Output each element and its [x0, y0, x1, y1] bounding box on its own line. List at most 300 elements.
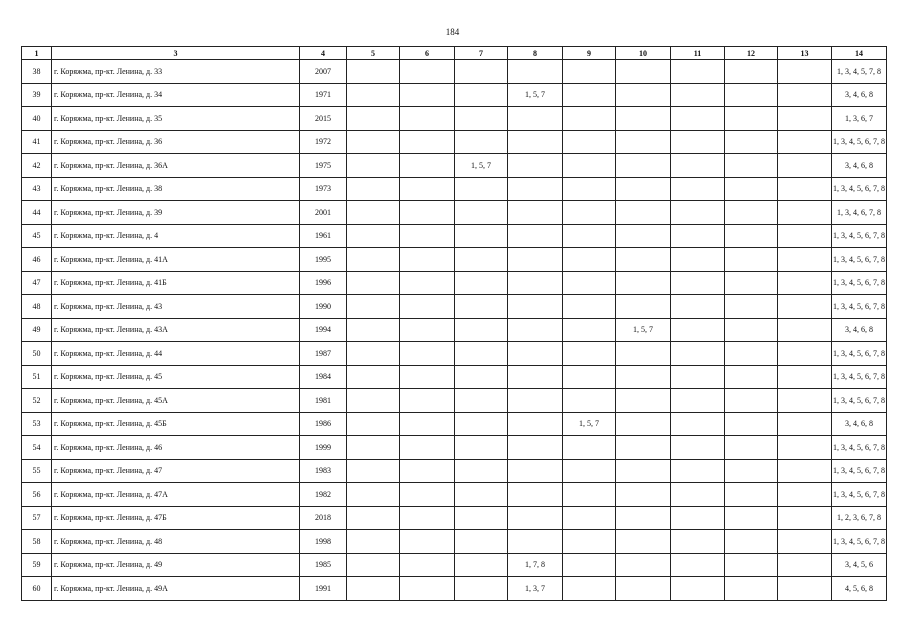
- table-cell: [347, 271, 400, 295]
- header-cell: 6: [400, 47, 455, 60]
- table-cell: [508, 60, 563, 84]
- table-cell: [563, 506, 616, 530]
- table-cell: [725, 83, 778, 107]
- table-cell: [400, 177, 455, 201]
- row-number-cell: 52: [22, 389, 52, 413]
- table-cell: [455, 177, 508, 201]
- table-cell: [563, 553, 616, 577]
- address-cell: г. Коряжма, пр-кт. Ленина, д. 47А: [52, 483, 300, 507]
- table-cell: [347, 483, 400, 507]
- table-cell: [671, 60, 725, 84]
- header-row: [22, 47, 887, 60]
- table-cell: [616, 60, 671, 84]
- table-row: [22, 154, 887, 178]
- row-number-cell: 56: [22, 483, 52, 507]
- table-cell: 1, 3, 4, 5, 6, 7, 8: [832, 530, 887, 554]
- table-cell: [563, 459, 616, 483]
- year-cell: 1985: [300, 553, 347, 577]
- year-cell: 1996: [300, 271, 347, 295]
- table-cell: 1, 3, 4, 5, 6, 7, 8: [832, 130, 887, 154]
- table-cell: [400, 483, 455, 507]
- row-number-cell: 44: [22, 201, 52, 225]
- table-cell: [508, 201, 563, 225]
- table-cell: [778, 483, 832, 507]
- table-cell: [778, 436, 832, 460]
- table-cell: [671, 365, 725, 389]
- table-cell: [347, 553, 400, 577]
- table-cell: [563, 483, 616, 507]
- table-cell: 1, 3, 4, 5, 6, 7, 8: [832, 459, 887, 483]
- table-cell: [778, 107, 832, 131]
- table-cell: 4, 5, 6, 8: [832, 577, 887, 601]
- table-cell: [508, 318, 563, 342]
- row-number-cell: 53: [22, 412, 52, 436]
- table-cell: [725, 60, 778, 84]
- table-cell: 1, 5, 7: [563, 412, 616, 436]
- table-cell: 3, 4, 5, 6: [832, 553, 887, 577]
- year-cell: 1972: [300, 130, 347, 154]
- table-cell: [725, 318, 778, 342]
- table-cell: [347, 389, 400, 413]
- table-cell: [778, 389, 832, 413]
- table-cell: [725, 577, 778, 601]
- table-cell: [347, 177, 400, 201]
- table-cell: [400, 412, 455, 436]
- table-row: [22, 506, 887, 530]
- header-cell: 1: [22, 47, 52, 60]
- table-row: [22, 459, 887, 483]
- table-cell: [347, 342, 400, 366]
- table-cell: [508, 107, 563, 131]
- table-cell: [671, 436, 725, 460]
- year-cell: 1975: [300, 154, 347, 178]
- table-cell: [400, 436, 455, 460]
- table-cell: [400, 318, 455, 342]
- table-cell: [400, 107, 455, 131]
- row-number-cell: 49: [22, 318, 52, 342]
- row-number-cell: 45: [22, 224, 52, 248]
- table-cell: [455, 107, 508, 131]
- table-cell: [455, 342, 508, 366]
- table-cell: 1, 3, 4, 5, 6, 7, 8: [832, 224, 887, 248]
- table-cell: [455, 318, 508, 342]
- table-cell: [778, 459, 832, 483]
- table-cell: [616, 436, 671, 460]
- table-cell: [616, 506, 671, 530]
- table-cell: [725, 553, 778, 577]
- table-row: [22, 318, 887, 342]
- table-cell: [400, 553, 455, 577]
- table-cell: [400, 295, 455, 319]
- address-cell: г. Коряжма, пр-кт. Ленина, д. 49: [52, 553, 300, 577]
- table-cell: [563, 107, 616, 131]
- table-cell: [508, 271, 563, 295]
- table-cell: 1, 3, 4, 5, 6, 7, 8: [832, 436, 887, 460]
- row-number-cell: 40: [22, 107, 52, 131]
- table-cell: [508, 130, 563, 154]
- table-cell: 3, 4, 6, 8: [832, 154, 887, 178]
- table-cell: [671, 107, 725, 131]
- year-cell: 1986: [300, 412, 347, 436]
- table-cell: 1, 3, 4, 5, 7, 8: [832, 60, 887, 84]
- address-cell: г. Коряжма, пр-кт. Ленина, д. 34: [52, 83, 300, 107]
- table-cell: [671, 177, 725, 201]
- table-cell: [347, 60, 400, 84]
- header-cell: 10: [616, 47, 671, 60]
- table-cell: [778, 248, 832, 272]
- address-cell: г. Коряжма, пр-кт. Ленина, д. 41А: [52, 248, 300, 272]
- table-cell: [508, 365, 563, 389]
- address-cell: г. Коряжма, пр-кт. Ленина, д. 47: [52, 459, 300, 483]
- table-cell: [671, 553, 725, 577]
- table-cell: [455, 201, 508, 225]
- header-cell: 12: [725, 47, 778, 60]
- table-cell: [347, 83, 400, 107]
- address-cell: г. Коряжма, пр-кт. Ленина, д. 36: [52, 130, 300, 154]
- header-cell: 9: [563, 47, 616, 60]
- table-cell: [508, 483, 563, 507]
- table-cell: [725, 130, 778, 154]
- table-cell: [347, 154, 400, 178]
- table-cell: [778, 83, 832, 107]
- year-cell: 1991: [300, 577, 347, 601]
- table-row: [22, 412, 887, 436]
- row-number-cell: 58: [22, 530, 52, 554]
- table-cell: [671, 530, 725, 554]
- table-cell: [563, 154, 616, 178]
- year-cell: 1987: [300, 342, 347, 366]
- table-cell: [616, 342, 671, 366]
- table-row: [22, 530, 887, 554]
- table-cell: [508, 248, 563, 272]
- table-cell: 1, 3, 4, 5, 6, 7, 8: [832, 295, 887, 319]
- table-cell: [725, 459, 778, 483]
- table-cell: [400, 577, 455, 601]
- year-cell: 1995: [300, 248, 347, 272]
- table-cell: [616, 271, 671, 295]
- table-row: [22, 60, 887, 84]
- address-cell: г. Коряжма, пр-кт. Ленина, д. 45Б: [52, 412, 300, 436]
- table-cell: [563, 271, 616, 295]
- table-cell: [778, 342, 832, 366]
- table-cell: [347, 365, 400, 389]
- table-cell: [616, 389, 671, 413]
- table-cell: [725, 224, 778, 248]
- row-number-cell: 60: [22, 577, 52, 601]
- table-cell: [725, 107, 778, 131]
- table-cell: [778, 553, 832, 577]
- table-cell: [347, 530, 400, 554]
- year-cell: 1981: [300, 389, 347, 413]
- table-cell: [778, 271, 832, 295]
- table-cell: 1, 3, 4, 5, 6, 7, 8: [832, 483, 887, 507]
- table-cell: 1, 3, 4, 6, 7, 8: [832, 201, 887, 225]
- table-cell: [671, 342, 725, 366]
- row-number-cell: 59: [22, 553, 52, 577]
- table-cell: [616, 530, 671, 554]
- table-cell: [671, 201, 725, 225]
- table-row: [22, 553, 887, 577]
- table-cell: [671, 483, 725, 507]
- header-cell: 7: [455, 47, 508, 60]
- year-cell: 2007: [300, 60, 347, 84]
- table-cell: [400, 530, 455, 554]
- table-cell: [616, 459, 671, 483]
- address-cell: г. Коряжма, пр-кт. Ленина, д. 47Б: [52, 506, 300, 530]
- table-cell: [616, 577, 671, 601]
- row-number-cell: 54: [22, 436, 52, 460]
- table-cell: [725, 506, 778, 530]
- table-cell: [725, 342, 778, 366]
- table-cell: [455, 248, 508, 272]
- table-cell: [563, 342, 616, 366]
- table-cell: [563, 224, 616, 248]
- table-cell: 1, 3, 4, 5, 6, 7, 8: [832, 365, 887, 389]
- address-cell: г. Коряжма, пр-кт. Ленина, д. 49А: [52, 577, 300, 601]
- year-cell: 1973: [300, 177, 347, 201]
- row-number-cell: 41: [22, 130, 52, 154]
- table-cell: [725, 365, 778, 389]
- table-cell: [455, 412, 508, 436]
- table-row: [22, 342, 887, 366]
- table-cell: [563, 177, 616, 201]
- table-row: [22, 224, 887, 248]
- table-cell: 1, 7, 8: [508, 553, 563, 577]
- table-cell: [508, 224, 563, 248]
- table-cell: [671, 295, 725, 319]
- table-cell: [455, 83, 508, 107]
- header-cell: 13: [778, 47, 832, 60]
- table-cell: [563, 201, 616, 225]
- table-cell: 3, 4, 6, 8: [832, 318, 887, 342]
- table-cell: [347, 459, 400, 483]
- table-cell: [400, 389, 455, 413]
- table-cell: [455, 224, 508, 248]
- table-cell: 1, 3, 4, 5, 6, 7, 8: [832, 177, 887, 201]
- address-cell: г. Коряжма, пр-кт. Ленина, д. 36А: [52, 154, 300, 178]
- table-cell: [616, 83, 671, 107]
- year-cell: 1998: [300, 530, 347, 554]
- address-cell: г. Коряжма, пр-кт. Ленина, д. 39: [52, 201, 300, 225]
- table-cell: 1, 3, 7: [508, 577, 563, 601]
- table-row: [22, 365, 887, 389]
- table-cell: [778, 295, 832, 319]
- table-cell: [347, 506, 400, 530]
- address-cell: г. Коряжма, пр-кт. Ленина, д. 48: [52, 530, 300, 554]
- table-cell: [400, 224, 455, 248]
- header-cell: 4: [300, 47, 347, 60]
- table-cell: [778, 530, 832, 554]
- table-row: [22, 271, 887, 295]
- address-cell: г. Коряжма, пр-кт. Ленина, д. 38: [52, 177, 300, 201]
- table-cell: [400, 154, 455, 178]
- table-cell: 1, 5, 7: [455, 154, 508, 178]
- table-cell: [455, 389, 508, 413]
- table-cell: [455, 130, 508, 154]
- table-cell: [778, 177, 832, 201]
- table-row: [22, 201, 887, 225]
- address-cell: г. Коряжма, пр-кт. Ленина, д. 35: [52, 107, 300, 131]
- table-cell: [347, 248, 400, 272]
- table-cell: [563, 436, 616, 460]
- table-cell: [671, 506, 725, 530]
- row-number-cell: 57: [22, 506, 52, 530]
- row-number-cell: 50: [22, 342, 52, 366]
- address-cell: г. Коряжма, пр-кт. Ленина, д. 46: [52, 436, 300, 460]
- address-cell: г. Коряжма, пр-кт. Ленина, д. 45А: [52, 389, 300, 413]
- table-cell: [616, 224, 671, 248]
- table-cell: [455, 530, 508, 554]
- table-cell: [400, 201, 455, 225]
- table-cell: [616, 201, 671, 225]
- housing-table: [21, 46, 887, 601]
- address-cell: г. Коряжма, пр-кт. Ленина, д. 45: [52, 365, 300, 389]
- table-cell: 3, 4, 6, 8: [832, 83, 887, 107]
- table-cell: [778, 318, 832, 342]
- table-cell: [616, 553, 671, 577]
- year-cell: 2018: [300, 506, 347, 530]
- table-cell: [725, 248, 778, 272]
- address-cell: г. Коряжма, пр-кт. Ленина, д. 43А: [52, 318, 300, 342]
- table-cell: [347, 412, 400, 436]
- table-cell: [778, 506, 832, 530]
- table-cell: [400, 506, 455, 530]
- table-cell: [508, 436, 563, 460]
- table-cell: [616, 107, 671, 131]
- table-cell: [508, 154, 563, 178]
- table-cell: [347, 107, 400, 131]
- table-cell: [508, 412, 563, 436]
- table-cell: [455, 271, 508, 295]
- address-cell: г. Коряжма, пр-кт. Ленина, д. 41Б: [52, 271, 300, 295]
- table-cell: [400, 342, 455, 366]
- table-cell: [671, 271, 725, 295]
- table-cell: [347, 318, 400, 342]
- table-row: [22, 436, 887, 460]
- table-row: [22, 295, 887, 319]
- year-cell: 1994: [300, 318, 347, 342]
- table-cell: [616, 295, 671, 319]
- table-cell: [616, 248, 671, 272]
- table-cell: [725, 412, 778, 436]
- table-row: [22, 83, 887, 107]
- table-cell: [455, 365, 508, 389]
- table-cell: [616, 365, 671, 389]
- table-cell: [778, 412, 832, 436]
- table-cell: [671, 459, 725, 483]
- table-cell: [455, 577, 508, 601]
- table-cell: [563, 295, 616, 319]
- table-cell: [725, 389, 778, 413]
- year-cell: 1961: [300, 224, 347, 248]
- year-cell: 1983: [300, 459, 347, 483]
- table-cell: [671, 154, 725, 178]
- table-cell: 1, 5, 7: [616, 318, 671, 342]
- table-cell: [778, 365, 832, 389]
- table-cell: [455, 60, 508, 84]
- table-cell: [616, 177, 671, 201]
- table-cell: [563, 389, 616, 413]
- table-row: [22, 483, 887, 507]
- table-cell: [563, 130, 616, 154]
- header-cell: 5: [347, 47, 400, 60]
- table-cell: [508, 459, 563, 483]
- address-cell: г. Коряжма, пр-кт. Ленина, д. 4: [52, 224, 300, 248]
- address-cell: г. Коряжма, пр-кт. Ленина, д. 43: [52, 295, 300, 319]
- table-cell: [563, 318, 616, 342]
- table-cell: 3, 4, 6, 8: [832, 412, 887, 436]
- table-cell: [671, 389, 725, 413]
- table-cell: [508, 530, 563, 554]
- table-row: [22, 389, 887, 413]
- table-cell: [400, 83, 455, 107]
- table-cell: [508, 389, 563, 413]
- row-number-cell: 39: [22, 83, 52, 107]
- table-cell: [455, 459, 508, 483]
- table-cell: [455, 506, 508, 530]
- table-cell: [671, 577, 725, 601]
- year-cell: 1990: [300, 295, 347, 319]
- table-cell: [671, 248, 725, 272]
- table-row: [22, 107, 887, 131]
- table-cell: [616, 483, 671, 507]
- table-cell: 1, 3, 4, 5, 6, 7, 8: [832, 271, 887, 295]
- row-number-cell: 42: [22, 154, 52, 178]
- table-cell: [347, 436, 400, 460]
- table-cell: [400, 365, 455, 389]
- header-cell: 14: [832, 47, 887, 60]
- year-cell: 2015: [300, 107, 347, 131]
- table-cell: [725, 154, 778, 178]
- year-cell: 1999: [300, 436, 347, 460]
- table-cell: [455, 436, 508, 460]
- table-cell: [671, 412, 725, 436]
- table-cell: [508, 506, 563, 530]
- row-number-cell: 51: [22, 365, 52, 389]
- table-cell: [347, 224, 400, 248]
- row-number-cell: 46: [22, 248, 52, 272]
- table-cell: [455, 483, 508, 507]
- table-row: [22, 577, 887, 601]
- table-cell: [400, 130, 455, 154]
- table-cell: [400, 271, 455, 295]
- table-cell: [400, 248, 455, 272]
- table-cell: [347, 130, 400, 154]
- table-cell: [400, 459, 455, 483]
- table-cell: [347, 201, 400, 225]
- address-cell: г. Коряжма, пр-кт. Ленина, д. 44: [52, 342, 300, 366]
- header-cell: 3: [52, 47, 300, 60]
- table-cell: [725, 436, 778, 460]
- table-cell: [671, 318, 725, 342]
- row-number-cell: 47: [22, 271, 52, 295]
- table-cell: [563, 248, 616, 272]
- year-cell: 1984: [300, 365, 347, 389]
- table-cell: [400, 60, 455, 84]
- table-cell: [671, 83, 725, 107]
- table-cell: [347, 577, 400, 601]
- table-cell: [616, 154, 671, 178]
- table-cell: [725, 271, 778, 295]
- table-row: [22, 248, 887, 272]
- table-cell: [563, 83, 616, 107]
- address-cell: г. Коряжма, пр-кт. Ленина, д. 33: [52, 60, 300, 84]
- row-number-cell: 55: [22, 459, 52, 483]
- table-cell: [725, 201, 778, 225]
- table-cell: [778, 201, 832, 225]
- table-body: [22, 60, 887, 601]
- table-cell: 1, 2, 3, 6, 7, 8: [832, 506, 887, 530]
